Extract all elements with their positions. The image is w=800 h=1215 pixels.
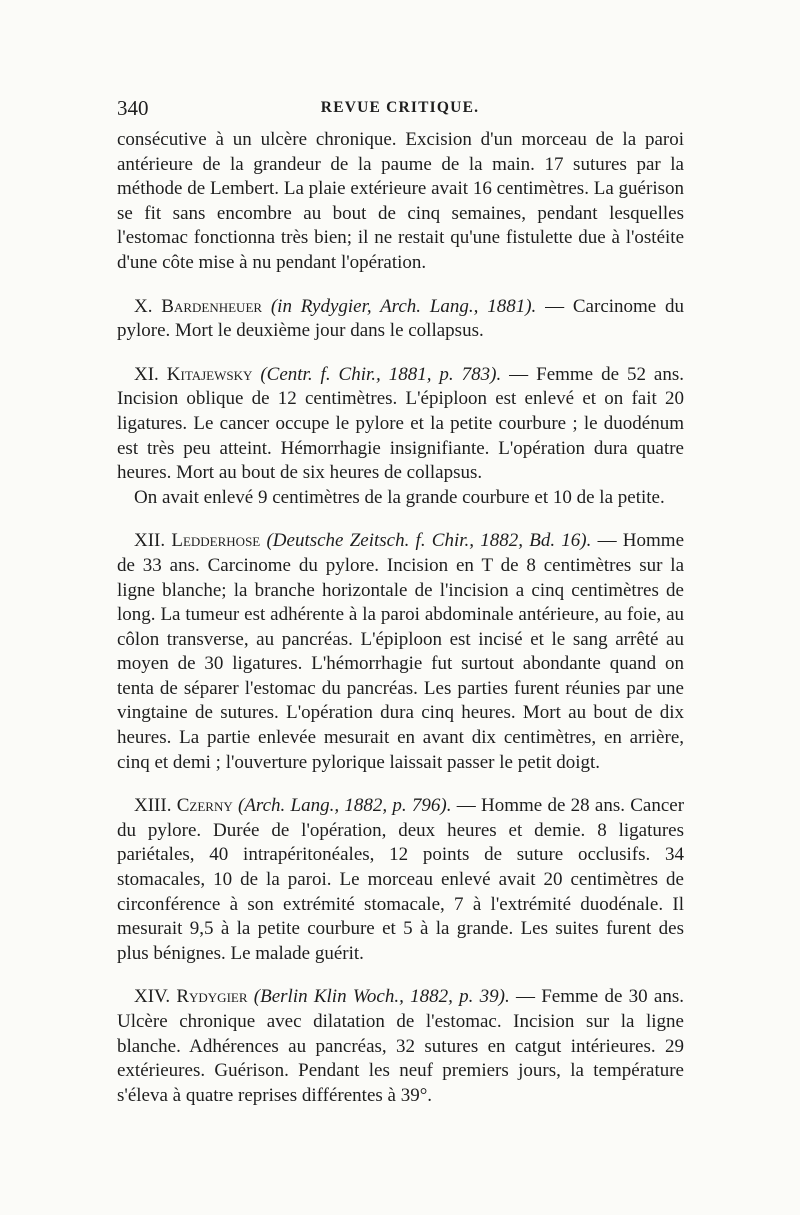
paragraph-text: consécutive à un ulcère chronique. Excision d'un morceau de la paroi antérieure de la grandeur de la paume de la main. 17 sutures par la méthode de Lembert. La plaie extérieure avait 16 centimètres. La guérison se fit sans encombre au bout de cinq semaines, pendant lesquelles l'estomac fonctionna très bien; il ne restait qu'une fistulette due à l'ostéite d'une côte mise à nu pendant l'opération. — [117, 129, 684, 273]
case-text: — Femme de 52 ans. Incision oblique de 12 centimètres. L'épiploon est enlevé et on fait 20 ligatures. Le cancer occupe le pylore et la petite courbure ; le duodénum est très peu atteint. Hémorrhagie insignifiante. L'opération dura quatre heures. Mort au bout de six heures de collapsus. — [117, 363, 684, 484]
case-reference: (Centr. f. Chir., 1881, p. 783). — [260, 363, 502, 385]
case-reference: (in Rydygier, Arch. Lang., 1881). — [270, 295, 537, 317]
body-text — [117, 128, 684, 1108]
case-entry-xiii — [117, 794, 684, 966]
case-numeral: XII. — [134, 530, 166, 552]
case-reference: (Berlin Klin Woch., 1882, p. 39). — [253, 986, 510, 1008]
paragraph-continuation-xi — [117, 486, 684, 511]
case-text: — Carcinome du pylore. Mort le deuxième jour dans le collapsus. — [117, 295, 685, 342]
case-author: Kitajewsky — [166, 363, 253, 385]
case-numeral: XIV. — [134, 986, 171, 1008]
paragraph-text: On avait enlevé 9 centimètres de la grande courbure et 10 de la petite. — [134, 486, 665, 508]
case-entry-xii — [117, 529, 684, 775]
case-entry-xiv — [117, 985, 684, 1108]
running-head — [117, 96, 683, 126]
case-author: Czerny — [176, 795, 233, 817]
page-number: 340 — [117, 96, 149, 120]
case-entry-x — [117, 295, 684, 344]
case-entry-xi — [117, 363, 684, 486]
case-reference: (Arch. Lang., 1882, p. 796). — [238, 795, 452, 817]
case-author: Rydygier — [176, 986, 248, 1008]
case-text: — Homme de 33 ans. Carcinome du pylore. Incision en T de 8 centimètres sur la ligne blanche; la branche horizontale de l'incision a cinq centimètres de long. La tumeur est adhérente à la paroi abdominale antérieure, au foie, au côlon transverse, au pancréas. L'épiploon est incisé et le sang arrêté au moyen de 30 ligatures. L'hémorrhagie fut surtout abondante quand on tenta de séparer l'estomac du pancréas. Les parties furent réunies par une vingtaine de sutures. L'opération dura cinq heures. Mort au bout de dix heures. La partie enlevée mesurait en avant dix centimètres, en arrière, cinq et demi ; l'ouverture pylorique laissait passer le petit doigt. — [117, 530, 685, 773]
paragraph-continuation — [117, 128, 684, 276]
case-author: Bardenheuer — [161, 295, 263, 317]
journal-title: REVUE CRITIQUE. — [320, 99, 480, 116]
case-numeral: XIII. — [134, 795, 172, 817]
case-reference: (Deutsche Zeitsch. f. Chir., 1882, Bd. 16). — [266, 530, 592, 552]
case-numeral: X. — [134, 295, 153, 317]
case-numeral: XI. — [134, 363, 159, 385]
case-text: — Femme de 30 ans. Ulcère chronique avec dilatation de l'estomac. Incision sur la ligne blanche. Adhérences au pancréas, 32 sutures en catgut intérieures. 29 extérieures. Guérison. Pendant les neuf premiers jours, la température s'éleva à quatre reprises différentes à 39°. — [117, 986, 685, 1106]
case-text: — Homme de 28 ans. Cancer du pylore. Durée de l'opération, deux heures et demie. 8 ligatures pariétales, 40 intrapéritonéales, 12 points de suture occlusifs. 34 stomacales, 10 de la paroi. Le morceau enlevé avait 20 centimètres de circonférence à son extrémité stomacale, 7 à l'extrémité duodénale. Il mesurait 9,5 à la petite courbure et 5 à la grande. Les suites furent des plus bénignes. Le malade guérit. — [117, 795, 685, 964]
case-author: Ledderhose — [171, 530, 261, 552]
